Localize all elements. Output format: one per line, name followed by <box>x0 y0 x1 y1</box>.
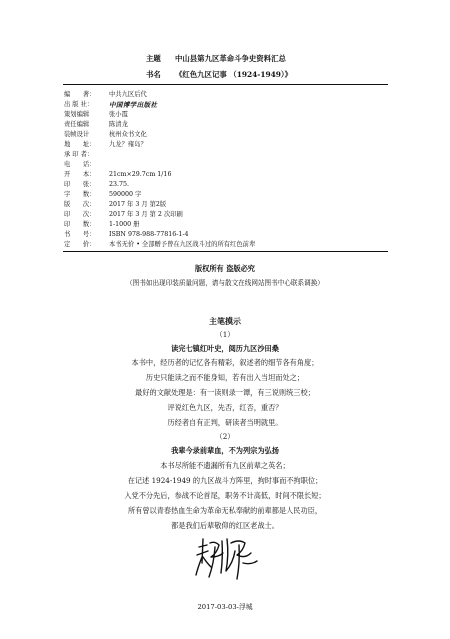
info-label: 印 数： <box>64 221 96 228</box>
info-value: 2017 年 3 月 第2版 <box>109 201 167 208</box>
info-label: 出 版 社： <box>64 101 94 108</box>
section1-line: 历史只能读之而不能身知，若有出入当坦而处之； <box>145 373 305 382</box>
section2-line: 在记述 1924-1949 的九区战斗方阵里，拘时事而不拘职位； <box>127 476 323 485</box>
topic-label: 主题 <box>146 54 161 63</box>
info-label: 地 址： <box>64 141 96 148</box>
info-value: 陈清龙 <box>109 121 128 128</box>
publisher-logo-text: 中国博学出版社 <box>109 101 158 109</box>
info-label: 策划编辑 <box>64 111 90 118</box>
info-label: 电 话： <box>64 161 96 168</box>
info-value: 中共九区后代 <box>109 91 147 98</box>
rights-note: （图书如出现印装质量问题，请与散文在线网站图书中心联系调换） <box>126 279 324 287</box>
info-value: 590000 字 <box>109 191 142 198</box>
section1-line: 历经者自有正判，研读者当明就里。 <box>167 418 283 427</box>
section2-line: 所有曾以青春热血生命为革命无私奉献的前辈都是人民功臣， <box>127 506 323 515</box>
book-value: 《红色九区记事 （1924-1949）》 <box>175 70 292 79</box>
info-value: 本书无价 • 全部赠予曾在九区战斗过的所有红色前辈 <box>109 241 256 248</box>
section1-number: （1） <box>215 330 235 339</box>
rights-title: 版权所有 盗版必究 <box>194 264 255 273</box>
info-value: 21cm×29.7cm 1/16 <box>109 171 172 178</box>
info-label: 印 次： <box>64 211 96 218</box>
info-label: 编 著： <box>64 91 96 98</box>
section2-line: 入党不分先后，参战不论首尾，职务不计高低，时间不限长短； <box>124 491 326 500</box>
top-divider <box>63 84 388 85</box>
section1-title: 读完七镇红叶史，阅历九区沙田桑 <box>171 344 279 353</box>
section2-line: 都是我们后辈敬仰的红区老战士。 <box>171 521 279 530</box>
section1-line: 最好的文献处理是：有一读则录一谭，有三说则统三校； <box>135 388 315 397</box>
info-label: 印 张： <box>64 181 96 188</box>
section2-title: 我辈今录前辈血，不为列宗为弘扬 <box>171 446 279 455</box>
info-label: 字 数： <box>64 191 96 198</box>
info-value: 23.75. <box>109 181 130 188</box>
info-value: 1-1000 册 <box>109 221 140 228</box>
preface-signature-date: 2017-03-03-浮城 <box>197 603 253 611</box>
section2-line: 本书尽所能不遗漏所有九区前辈之英名； <box>160 461 290 470</box>
info-label: 版 次： <box>64 201 96 208</box>
preface-title: 主笔摸示 <box>209 316 241 326</box>
info-value: 张小霞 <box>109 111 128 118</box>
section2-number: （2） <box>215 432 235 441</box>
info-label: 装帧设计 <box>64 131 90 138</box>
handwritten-signature <box>193 533 261 581</box>
info-value: 九龙？雍岛？ <box>109 141 147 148</box>
book-label: 书名 <box>146 70 161 79</box>
info-label: 责任编辑 <box>64 121 90 128</box>
bottom-divider <box>63 251 388 252</box>
section1-line: 本书中，经历者的记忆各有精彩，叙述者的细节各有角度； <box>131 358 319 367</box>
info-value: 杭州众书文化 <box>109 131 147 138</box>
info-value: 2017 年 3 月 第 2 次印刷 <box>109 211 183 218</box>
topic-value: 中山县第九区革命斗争史资料汇总 <box>175 54 286 63</box>
info-label: 承 印 者： <box>64 151 94 158</box>
info-label: 开 本： <box>64 171 96 178</box>
info-label: 书 号： <box>64 231 96 238</box>
section1-line: 评说红色九区，先否，红否，重否？ <box>167 403 283 412</box>
info-label: 定 价： <box>64 241 96 248</box>
info-value: ISBN 978-988-77816-1-4 <box>109 231 189 238</box>
